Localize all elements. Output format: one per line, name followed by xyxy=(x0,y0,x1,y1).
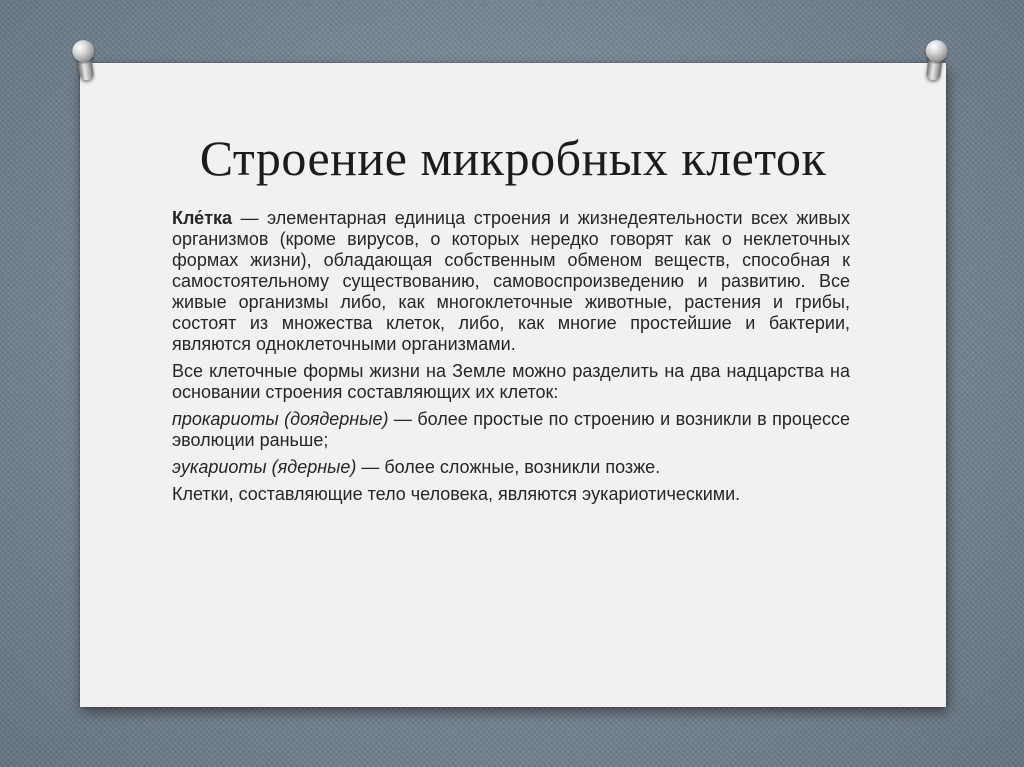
term-cell: Кле́тка xyxy=(172,208,233,228)
slide-body xyxy=(172,208,850,511)
paragraph-prokaryotes xyxy=(172,409,850,451)
pushpin-icon xyxy=(919,38,951,87)
paragraph-human-cells xyxy=(172,484,850,505)
term-eukaryotes: эукариоты (ядерные) xyxy=(172,457,357,477)
paragraph-eukaryotes xyxy=(172,457,850,478)
term-prokaryotes: прокариоты (доядерные) xyxy=(172,409,389,429)
superkingdoms-text: Все клеточные формы жизни на Земле можно разделить на два надцарства на основании строения составляющих их клеток: xyxy=(172,361,850,402)
eukaryotes-text: — более сложные, возникли позже. xyxy=(356,457,661,477)
pushpin-icon xyxy=(69,38,101,87)
slide-title: Строение микробных клеток xyxy=(199,130,827,186)
definition-text: — элементарная единица строения и жизнедеятельности всех живых организмов (кроме вирусов, о которых нередко говорят как о неклеточных формах жизни), обладающая собственным обменом веществ, способная к самостоятельному существованию, самовоспроизведению и развитию. Все живые организмы либо, как многоклеточные животные, растения и грибы, состоят из множества клеток, либо, как многие простейшие и бактерии, являются одноклеточными организмами. xyxy=(172,208,850,354)
human-cells-text: Клетки, составляющие тело человека, являются эукариотическими. xyxy=(172,484,741,504)
prokaryotes-text: — более простые по строению и возникли в процессе эволюции раньше; xyxy=(172,409,851,450)
paragraph-superkingdoms xyxy=(172,361,850,403)
paragraph-cell-definition xyxy=(172,208,850,355)
